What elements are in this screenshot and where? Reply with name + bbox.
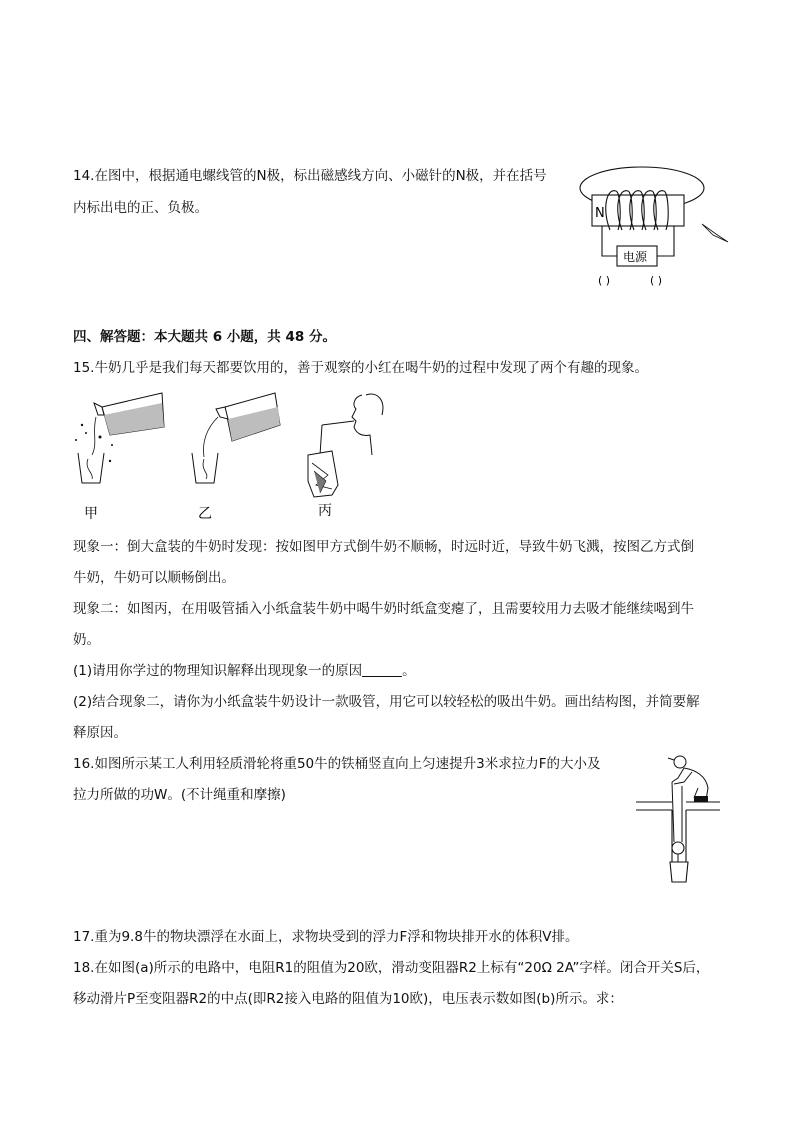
carton-jia bbox=[75, 393, 164, 462]
carton-yi bbox=[204, 393, 280, 457]
answer-blank[interactable] bbox=[362, 664, 402, 677]
worker-feet bbox=[694, 796, 708, 802]
solenoid-pole-label: N bbox=[595, 206, 605, 221]
q16-pulley-figure bbox=[632, 752, 722, 892]
glass-yi bbox=[192, 453, 218, 483]
q15-phenomenon-1-line-1: 现象一：倒大盒装的牛奶时发现：按如图甲方式倒牛奶不顺畅，时远时近，导致牛奶飞溅，按图乙方式倒 bbox=[73, 539, 694, 555]
q18-line-2: 移动滑片P至变阻器R2的中点(即R2接入电路的阻值为10欧)，电压表示数如图(b)所示。求： bbox=[73, 991, 623, 1007]
power-supply-label: 电源 bbox=[623, 250, 648, 264]
crushed-milk-box-bing bbox=[308, 451, 338, 497]
pulley-wheel bbox=[672, 842, 684, 854]
figure-label-bing: 丙 bbox=[318, 503, 332, 519]
q14-solenoid-figure bbox=[572, 158, 732, 290]
q15-intro: 15.牛奶几乎是我们每天都要饮用的，善于观察的小红在喝牛奶的过程中发现了两个有趣的现象。 bbox=[73, 360, 648, 376]
rope bbox=[672, 782, 682, 842]
q15-subquestion-1 bbox=[73, 662, 416, 680]
q14-line-1: 14.在图中，根据通电螺线管的N极，标出磁感线方向、小磁针的N极，并在括号 bbox=[73, 168, 547, 184]
left-bracket: ( ) bbox=[598, 274, 611, 287]
q15-subquestion-1-end: 。 bbox=[402, 663, 416, 679]
q15-subquestion-2-line-1: (2)结合现象二，请你为小纸盒装牛奶设计一款吸管，用它可以较轻松的吸出牛奶。画出结构图，并简要解 bbox=[73, 694, 700, 710]
figure-label-yi: 乙 bbox=[198, 506, 212, 522]
q15-phenomenon-2-line-1: 现象二：如图丙，在用吸管插入小纸盒装牛奶中喝牛奶时纸盒变瘪了，且需要较用力去吸才能继续喝到牛 bbox=[73, 601, 694, 617]
q16-line-1: 16.如图所示某工人利用轻质滑轮将重50牛的铁桶竖直向上匀速提升3米求拉力F的大小及 bbox=[73, 756, 601, 772]
worker-icon bbox=[668, 756, 708, 800]
drinker-bing bbox=[320, 394, 383, 455]
q16-line-2: 拉力所做的功W。(不计绳重和摩擦) bbox=[73, 787, 286, 803]
right-bracket: ( ) bbox=[650, 274, 663, 287]
q14-line-2: 内标出电的正、负极。 bbox=[73, 200, 208, 216]
glass-jia bbox=[78, 453, 104, 483]
figure-label-jia: 甲 bbox=[84, 506, 98, 522]
q15-subquestion-1-text: (1)请用你学过的物理知识解释出现现象一的原因 bbox=[73, 663, 363, 679]
q17-text: 17.重为9.8牛的物块漂浮在水面上，求物块受到的浮力F浮和物块排开水的体积V排。 bbox=[73, 929, 579, 945]
iron-bucket bbox=[670, 862, 688, 882]
q18-line-1: 18.在如图(a)所示的电路中，电阻R1的阻值为20欧，滑动变阻器R2上标有“20Ω 2A”字样。闭合开关S后， bbox=[73, 960, 710, 976]
section-4-heading: 四、解答题：本大题共 6 小题，共 48 分。 bbox=[73, 329, 336, 345]
compass-needle-icon bbox=[702, 224, 728, 242]
q15-phenomenon-1-line-2: 牛奶，牛奶可以顺畅倒出。 bbox=[73, 570, 235, 586]
q15-phenomenon-2-line-2: 奶。 bbox=[73, 632, 100, 648]
q15-subquestion-2-line-2: 释原因。 bbox=[73, 725, 127, 741]
q15-milk-figure bbox=[70, 385, 390, 525]
